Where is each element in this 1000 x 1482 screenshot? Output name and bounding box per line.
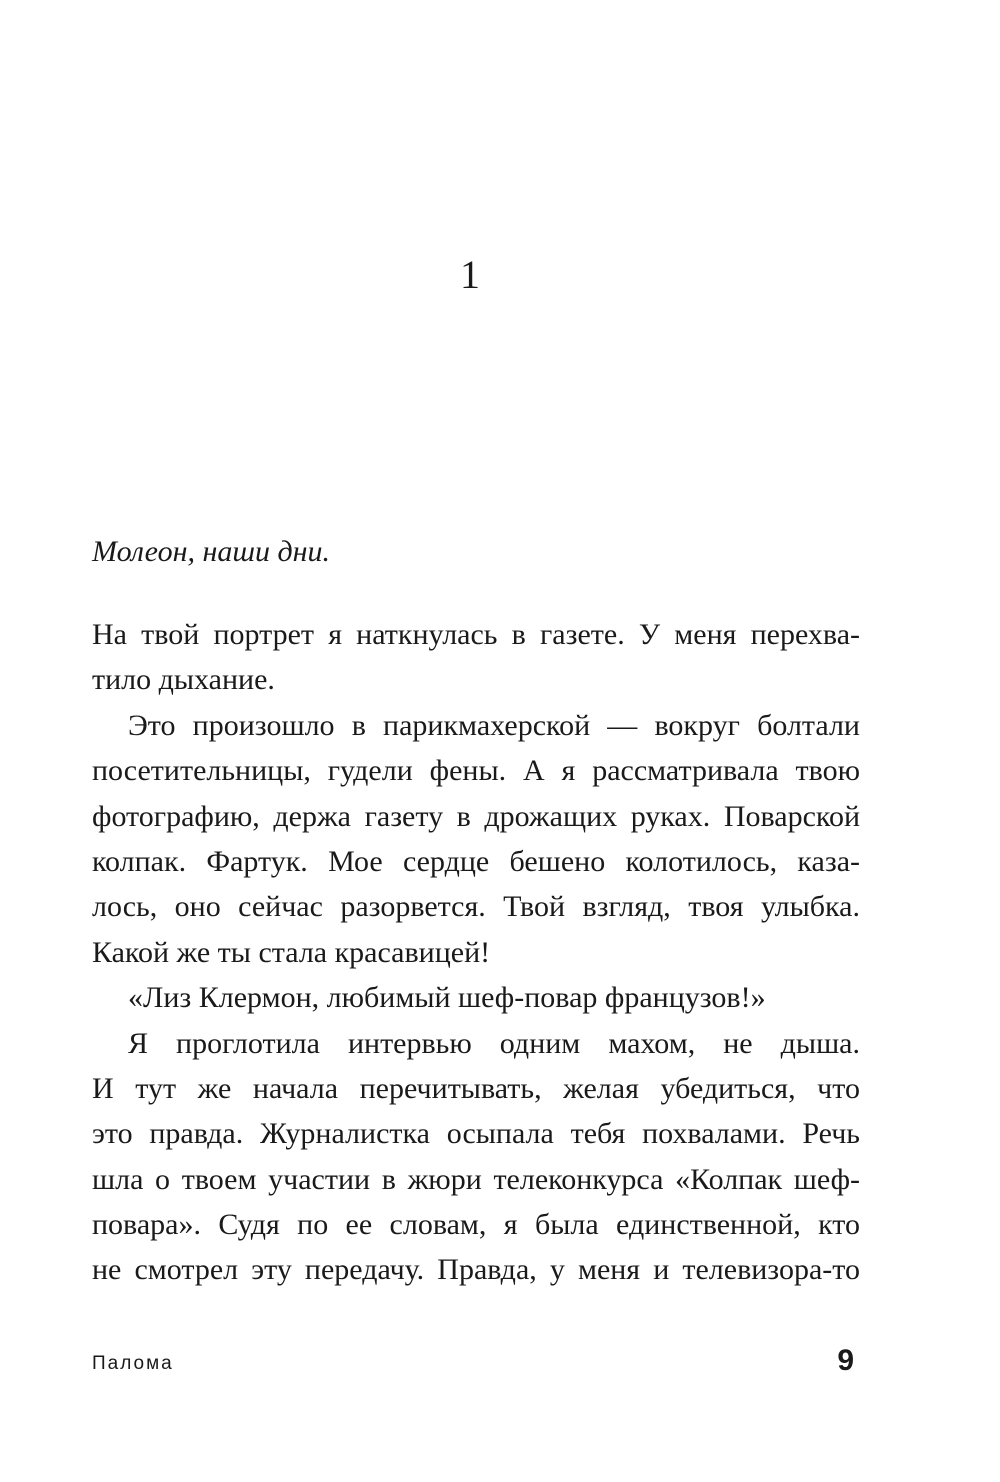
chapter-setting: Молеон, наши дни. (92, 535, 331, 568)
body-text (92, 612, 860, 1293)
page-number: 9 (837, 1344, 854, 1377)
text-line: Я проглотила интервью одним махом, не дыша. (128, 1026, 860, 1060)
text-line: И тут же начала перечитывать, желая убедиться, что (92, 1071, 860, 1105)
text-line: лось, оно сейчас разорвется. Твой взгляд, твоя улыбка. (92, 890, 860, 924)
text-line: посетительницы, гудели фены. А я рассматривала твою (92, 754, 860, 788)
text-line: Это произошло в парикмахерской — вокруг болтали (128, 708, 860, 742)
text-line: тило дыхание. (92, 663, 275, 697)
text-line: колпак. Фартук. Мое сердце бешено колотилось, каза- (92, 844, 860, 878)
text-line: это правда. Журналистка осыпала тебя похвалами. Речь (92, 1117, 860, 1151)
text-line: шла о твоем участии в жюри телеконкурса «Колпак шеф- (92, 1162, 860, 1196)
chapter-number: 1 (460, 252, 480, 297)
text-line: фотографию, держа газету в дрожащих руках. Поварской (92, 799, 860, 833)
text-line: На твой портрет я наткнулась в газете. У меня перехва- (92, 618, 860, 651)
running-head: Палома (92, 1353, 174, 1374)
text-line: «Лиз Клермон, любимый шеф-повар французов!» (128, 981, 766, 1015)
text-line: повара». Судя по ее словам, я была единственной, кто (92, 1208, 860, 1242)
text-line: не смотрел эту передачу. Правда, у меня и телевизора-то (92, 1253, 860, 1287)
text-line: Какой же ты стала красавицей! (92, 935, 491, 969)
